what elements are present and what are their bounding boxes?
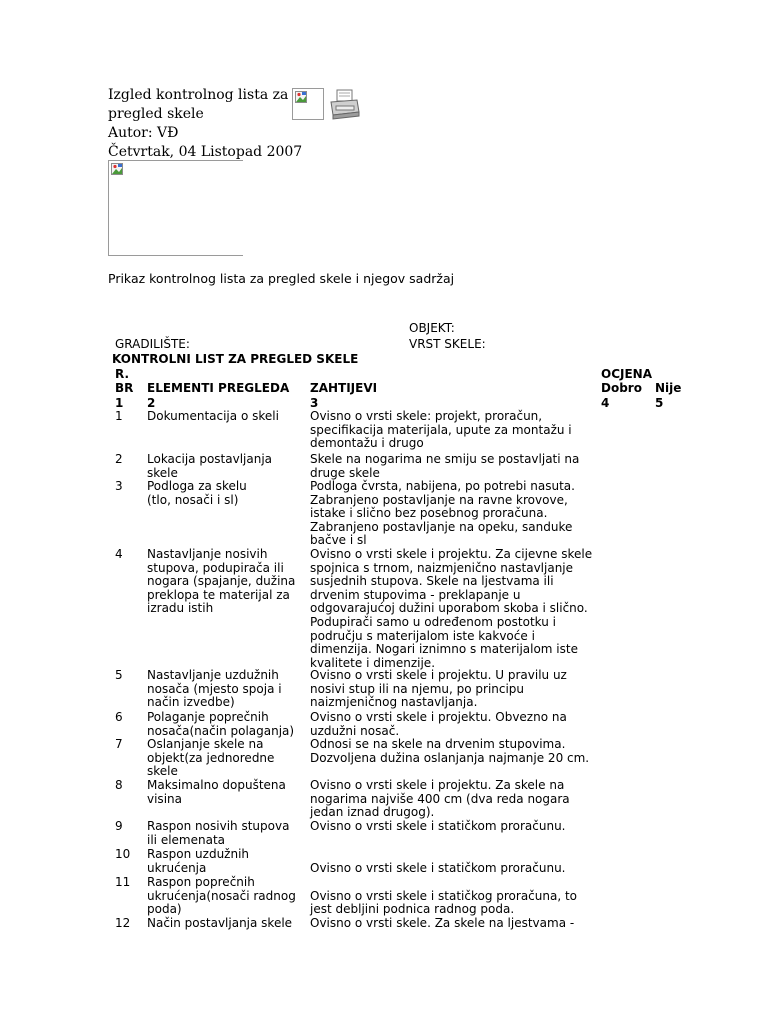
row-number-text: 8 xyxy=(115,778,123,792)
element-line: poda) xyxy=(147,902,182,917)
requirement-line: Ovisno o vrsti skele i statičkom proračunu. xyxy=(310,819,566,833)
requirement-line: druge skele xyxy=(310,465,380,480)
row-element xyxy=(147,820,307,847)
requirement-line: uzdužni nosač. xyxy=(310,723,400,738)
row-number xyxy=(115,480,145,494)
requirement-line: Dozvoljena dužina oslanjanja najmanje 20 cm. xyxy=(310,750,590,765)
requirement-line: drvenim stupovima - preklapanje u xyxy=(310,587,521,602)
printer-icon[interactable] xyxy=(328,88,362,120)
row-element xyxy=(147,876,307,917)
row-requirement xyxy=(310,480,594,548)
element-line: nosača(način polaganja) xyxy=(147,723,295,738)
header-icons xyxy=(292,88,372,120)
col-number-4: 4 xyxy=(601,396,610,410)
element-line: Polaganje poprečnih xyxy=(147,710,269,724)
row-number-text: 2 xyxy=(115,452,123,466)
rbr-header-line-1: R. xyxy=(115,367,130,381)
row-element xyxy=(147,480,307,507)
elementi-header: ELEMENTI PREGLEDA xyxy=(147,381,290,395)
row-requirement xyxy=(310,669,594,710)
row-number xyxy=(115,453,145,467)
requirement-line: demontažu i drugo xyxy=(310,436,424,451)
row-requirement xyxy=(310,711,594,738)
row-number xyxy=(115,779,145,793)
element-line: skele xyxy=(147,764,178,779)
row-number-text: 7 xyxy=(115,737,123,751)
row-number-text: 6 xyxy=(115,710,123,724)
broken-image-icon[interactable] xyxy=(292,88,324,120)
requirement-line: nosivi stup ili na njemu, po principu xyxy=(310,681,525,696)
element-line: Način postavljanja skele xyxy=(147,916,293,930)
requirement-line: Ovisno o vrsti skele i projektu. Za cijevne skele xyxy=(310,547,593,561)
element-line: Nastavljanje nosivih xyxy=(147,547,268,561)
row-element xyxy=(147,917,307,931)
row-number-text: 4 xyxy=(115,547,123,561)
col-number-3: 3 xyxy=(310,396,319,410)
nije-header: Nije xyxy=(655,381,682,395)
requirement-line: jest debljini podnica radnog poda. xyxy=(310,902,515,917)
row-element xyxy=(147,738,307,779)
row-number-text: 9 xyxy=(115,819,123,833)
requirement-line xyxy=(310,848,594,862)
element-line: objekt(za jednoredne xyxy=(147,750,275,765)
element-line: (tlo, nosači i sl) xyxy=(147,492,239,507)
article-title-line-2: pregled skele xyxy=(108,106,204,122)
row-element xyxy=(147,453,307,480)
element-line: nosača (mjesto spoja i xyxy=(147,681,282,696)
requirement-line: jedan iznad drugog). xyxy=(310,805,435,820)
row-number xyxy=(115,548,145,562)
requirement-line: Ovisno o vrsti skele: projekt, proračun, xyxy=(310,409,543,423)
requirement-line: istake i slično bez posebnog proračuna. xyxy=(310,506,548,521)
element-line: izradu istih xyxy=(147,601,214,616)
row-requirement xyxy=(310,876,594,917)
requirement-line: kvalitete i dimenzije. xyxy=(310,655,436,670)
requirement-line: odgovarajućoj dužini uporabom skoba i slično. xyxy=(310,601,588,616)
vrst-skele-label: VRST SKELE: xyxy=(409,337,486,351)
row-number-text: 1 xyxy=(115,409,123,423)
image-placeholder xyxy=(108,160,243,256)
row-requirement xyxy=(310,738,594,765)
requirement-line: Skele na nogarima ne smiju se postavljati na xyxy=(310,452,580,466)
row-element xyxy=(147,548,307,616)
row-number xyxy=(115,848,145,862)
row-number-text: 10 xyxy=(115,847,131,861)
row-requirement xyxy=(310,848,594,875)
row-element xyxy=(147,711,307,738)
element-line: ukrućenja(nosači radnog xyxy=(147,888,296,903)
article-date: Četvrtak, 04 Listopad 2007 xyxy=(108,144,303,160)
requirement-line: spojnica s trnom, naizmjenično nastavljanje xyxy=(310,560,574,575)
col-number-2: 2 xyxy=(147,396,156,410)
row-number xyxy=(115,738,145,752)
broken-image-glyph-icon xyxy=(295,91,307,103)
element-line: skele xyxy=(147,465,178,480)
col-number-5: 5 xyxy=(655,396,664,410)
requirement-line: Zabranjeno postavljanje na opeku, sanduke xyxy=(310,519,573,534)
row-number xyxy=(115,820,145,834)
row-number-text: 5 xyxy=(115,668,123,682)
requirement-line: Podupirači samo u određenom postotku i xyxy=(310,614,556,629)
requirement-line: području s materijalom iste kakvoće i xyxy=(310,628,535,643)
element-line: Lokacija postavljanja xyxy=(147,452,273,466)
element-line: Podloga za skelu xyxy=(147,479,247,493)
element-line: visina xyxy=(147,791,182,806)
element-line: nogara (spajanje, dužina xyxy=(147,574,296,589)
dobro-header: Dobro xyxy=(601,381,642,395)
row-requirement xyxy=(310,453,594,480)
broken-image-icon xyxy=(111,163,123,175)
gradiliste-label: GRADILIŠTE: xyxy=(115,337,190,351)
requirement-line: specifikacija materijala, upute za montažu i xyxy=(310,422,572,437)
row-requirement xyxy=(310,410,594,451)
row-number xyxy=(115,669,145,683)
article-header xyxy=(108,86,302,162)
requirement-line: Podloga čvrsta, nabijena, po potrebi nasuta. xyxy=(310,479,575,493)
requirement-line xyxy=(310,876,594,890)
element-line: ukrućenja xyxy=(147,860,207,875)
row-number xyxy=(115,876,145,890)
zahtjevi-header: ZAHTIJEVI xyxy=(310,381,378,395)
element-line: Raspon poprečnih xyxy=(147,875,255,889)
row-number xyxy=(115,410,145,424)
element-line: Nastavljanje uzdužnih xyxy=(147,668,279,682)
element-line: Raspon nosivih stupova xyxy=(147,819,290,833)
row-number xyxy=(115,917,145,931)
requirement-line: Ovisno o vrsti skele i projektu. Za skele na xyxy=(310,778,565,792)
article-title-line-1: Izgled kontrolnog lista za xyxy=(108,87,289,103)
row-number-text: 12 xyxy=(115,916,131,930)
col-number-1: 1 xyxy=(115,396,124,410)
element-line: Maksimalno dopuštena xyxy=(147,778,286,792)
image-caption: Prikaz kontrolnog lista za pregled skele i njegov sadržaj xyxy=(108,271,455,286)
article-author: Autor: VĐ xyxy=(108,125,179,141)
requirement-line: nogarima najviše 400 cm (dva reda nogara xyxy=(310,791,570,806)
requirement-line: dimenzija. Nogari iznimno s materijalom iste xyxy=(310,642,578,657)
requirement-line: bačve i sl xyxy=(310,533,367,548)
requirement-line: Ovisno o vrsti skele i projektu. U pravilu uz xyxy=(310,668,567,682)
row-number-text: 11 xyxy=(115,875,131,889)
row-requirement xyxy=(310,779,594,820)
row-element xyxy=(147,779,307,806)
row-number xyxy=(115,711,145,725)
requirement-line: Ovisno o vrsti skele i statičkom proračunu. xyxy=(310,860,566,875)
requirement-line: Ovisno o vrsti skele i statičkog proračuna, to xyxy=(310,888,578,903)
element-line: stupova, podupirača ili xyxy=(147,560,284,575)
row-element xyxy=(147,669,307,710)
requirement-line: Zabranjeno postavljanje na ravne krovove, xyxy=(310,492,568,507)
element-line: Raspon uzdužnih xyxy=(147,847,250,861)
requirement-line: Ovisno o vrsti skele. Za skele na ljestvama - xyxy=(310,916,575,930)
element-line: preklopa te materijal za xyxy=(147,587,290,602)
requirement-line: susjednih stupova. Skele na ljestvama ili xyxy=(310,574,554,589)
element-line: Oslanjanje skele na xyxy=(147,737,264,751)
requirement-line: Ovisno o vrsti skele i projektu. Obvezno na xyxy=(310,710,567,724)
row-element xyxy=(147,410,307,424)
row-requirement xyxy=(310,917,594,931)
requirement-line: Odnosi se na skele na drvenim stupovima. xyxy=(310,737,566,751)
rbr-header-line-2: BR xyxy=(115,381,134,395)
row-requirement xyxy=(310,820,594,834)
row-requirement xyxy=(310,548,594,670)
element-line: način izvedbe) xyxy=(147,695,235,710)
element-line: ili elemenata xyxy=(147,832,226,847)
requirement-line: naizmjeničnog nastavljanja. xyxy=(310,695,478,710)
ocjena-header: OCJENA xyxy=(601,367,652,381)
checklist-title: KONTROLNI LIST ZA PREGLED SKELE xyxy=(112,352,359,366)
objekt-label: OBJEKT: xyxy=(409,321,455,335)
row-element xyxy=(147,848,307,875)
row-number-text: 3 xyxy=(115,479,123,493)
element-line: Dokumentacija o skeli xyxy=(147,409,279,423)
